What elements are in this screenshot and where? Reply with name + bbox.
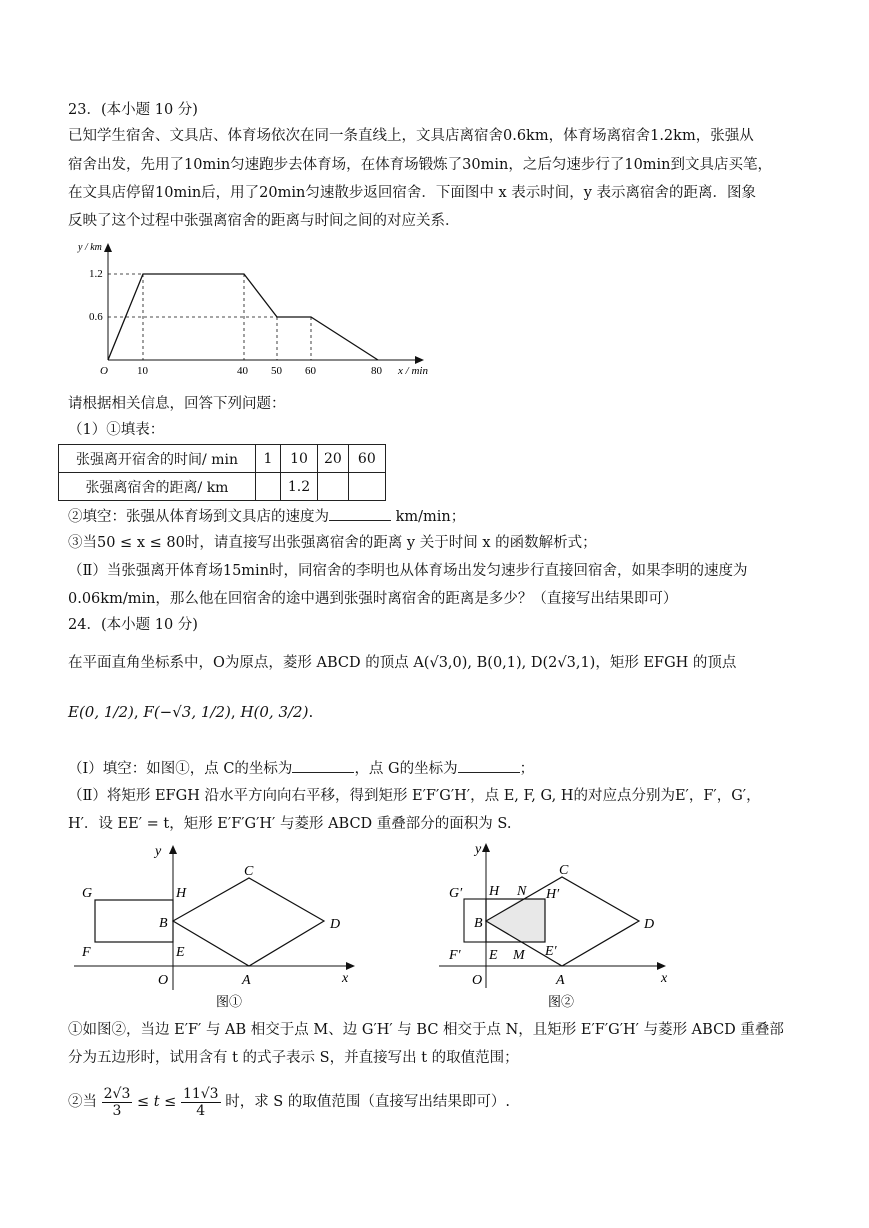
fig1-label-H: H bbox=[176, 886, 187, 901]
answer-blank[interactable] bbox=[458, 758, 520, 773]
fig1-label-y: y bbox=[155, 844, 162, 859]
fig2-label-E-prime: E′ bbox=[545, 944, 557, 959]
q23-title: 23．(本小题 10 分) bbox=[68, 102, 198, 118]
q23-question-3: ③当50 ≤ x ≤ 80时，请直接写出张强离宿舍的距离 y 关于时间 x 的函数解析式； bbox=[68, 535, 597, 551]
origin-label: O bbox=[100, 365, 108, 377]
q24-sub1-line-2: 分为五边形时，试用含有 t 的式子表示 S，并直接写出 t 的取值范围； bbox=[68, 1050, 519, 1066]
q24-part1-mid: ，点 G的坐标为 bbox=[354, 761, 458, 777]
q24-title: 24．(本小题 10 分) bbox=[68, 617, 198, 633]
q23-prompt: 请根据相关信息，回答下列问题： bbox=[68, 396, 286, 412]
fraction-denominator: 3 bbox=[112, 1102, 122, 1119]
q24-part1-text: （Ⅰ）填空：如图①，点 C的坐标为 bbox=[68, 761, 293, 777]
fig1-label-F: F bbox=[82, 945, 91, 960]
q23-text-line-2: 宿舍出发，先用了10min匀速跑步去体育场，在体育场锻炼了30min，之后匀速步行了10min到文具店买笔， bbox=[68, 157, 773, 173]
point-F-coord: F(−√3, 1/2) bbox=[143, 703, 231, 721]
table-row2-label: 张强离宿舍的距离/ km bbox=[59, 473, 256, 501]
table-cell-blank[interactable] bbox=[348, 473, 385, 501]
q23-text-line-1: 已知学生宿舍、文具店、体育场依次在同一条直线上，文具店离宿舍0.6km，体育场离宿舍1.2km，张强从 bbox=[68, 128, 754, 144]
q24-part1-end: ； bbox=[519, 761, 535, 777]
q23-text-line-3: 在文具店停留10min后，用了20min匀速散步返回宿舍．下面图中 x 表示时间，y 表示离宿舍的距离．图象 bbox=[68, 185, 757, 201]
fig1-caption: 图① bbox=[216, 994, 243, 1009]
figure-2 bbox=[435, 838, 675, 1010]
fig2-x-arrow bbox=[657, 962, 666, 970]
point-H-coord: H(0, 3/2) bbox=[240, 703, 309, 721]
y-tick-1-2: 1.2 bbox=[89, 268, 103, 280]
point-E-coord: E(0, 1/2) bbox=[68, 703, 134, 721]
fig2-label-H-prime: H′ bbox=[546, 887, 560, 902]
table-cell-blank[interactable] bbox=[256, 473, 281, 501]
q23-question-2 bbox=[68, 506, 465, 527]
q24-sub2-pre: ②当 bbox=[68, 1094, 97, 1110]
q24-part2-line-1: （Ⅱ）将矩形 EFGH 沿水平方向向右平移，得到矩形 E′F′G′H′，点 E, F, G, H的对应点分别为E′，F′，G′， bbox=[68, 788, 761, 804]
fig2-label-A: A bbox=[556, 973, 565, 988]
fraction-upper-bound bbox=[181, 1086, 221, 1119]
fig1-label-G: G bbox=[82, 886, 93, 901]
table-row bbox=[59, 473, 386, 501]
x-axis-arrow bbox=[415, 356, 424, 364]
x-axis-label: x / min bbox=[398, 365, 428, 377]
q23-part1-label: （1）①填表： bbox=[68, 422, 165, 438]
fig1-label-C: C bbox=[244, 864, 254, 879]
q24-sub2-inequality: ≤ t ≤ bbox=[136, 1094, 177, 1110]
table-cell: 20 bbox=[318, 445, 349, 473]
fig1-x-arrow bbox=[346, 962, 355, 970]
q24-text-line-1: 在平面直角坐标系中，O为原点，菱形 ABCD 的顶点 A(√3,0), B(0,1), D(2√3,1)，矩形 EFGH 的顶点 bbox=[68, 655, 737, 671]
fig2-label-y: y bbox=[475, 842, 482, 857]
answer-blank[interactable] bbox=[329, 506, 391, 521]
table-cell: 1 bbox=[256, 445, 281, 473]
table-cell-blank[interactable] bbox=[318, 473, 349, 501]
q24-text-line-2: E(0, 1/2), F(−√3, 1/2), H(0, 3/2). bbox=[68, 703, 314, 721]
fig1-label-O: O bbox=[158, 973, 169, 988]
table-cell: 60 bbox=[348, 445, 385, 473]
x-tick-50: 50 bbox=[271, 365, 282, 377]
q24-sub2-post: 时，求 S 的取值范围（直接写出结果即可）. bbox=[225, 1094, 510, 1110]
q24-part2-line-2: H′．设 EE′ = t，矩形 E′F′G′H′ 与菱形 ABCD 重叠部分的面积为 S. bbox=[68, 816, 512, 832]
fig2-label-H: H bbox=[489, 884, 500, 899]
fig2-label-G-prime: G′ bbox=[449, 886, 463, 901]
fig2-label-E: E bbox=[489, 948, 498, 963]
fig2-y-arrow bbox=[482, 843, 490, 852]
x-tick-40: 40 bbox=[237, 365, 248, 377]
fig2-label-D: D bbox=[644, 917, 655, 932]
table-row bbox=[59, 445, 386, 473]
answer-blank[interactable] bbox=[292, 758, 354, 773]
distance-time-graph bbox=[60, 238, 450, 380]
table-cell: 10 bbox=[281, 445, 318, 473]
y-tick-0-6: 0.6 bbox=[89, 311, 103, 323]
fraction-denominator: 4 bbox=[196, 1102, 206, 1119]
fig2-label-F-prime: F′ bbox=[449, 948, 461, 963]
fraction-numerator: 2√3 bbox=[103, 1085, 131, 1102]
q23-q2-text: ②填空：张强从体育场到文具店的速度为 bbox=[68, 509, 329, 525]
x-tick-80: 80 bbox=[371, 365, 382, 377]
fig1-label-E: E bbox=[176, 945, 185, 960]
fig2-label-O: O bbox=[472, 973, 483, 988]
q24-sub1-line-1: ①如图②，当边 E′F′ 与 AB 相交于点 M、边 G′H′ 与 BC 相交于点 N，且矩形 E′F′G′H′ 与菱形 ABCD 重叠部 bbox=[68, 1022, 784, 1038]
q23-part2-line-1: （Ⅱ）当张强离开体育场15min时，同宿舍的李明也从体育场出发匀速步行直接回宿舍，如果李明的速度为 bbox=[68, 563, 748, 579]
fig2-label-C: C bbox=[559, 863, 569, 878]
fig1-label-A: A bbox=[242, 973, 251, 988]
y-axis-arrow bbox=[104, 243, 112, 252]
x-tick-10: 10 bbox=[137, 365, 148, 377]
figure-1 bbox=[70, 842, 370, 1012]
fig1-label-D: D bbox=[330, 917, 341, 932]
q24-sub2 bbox=[68, 1083, 510, 1121]
fig2-overlap-region bbox=[486, 899, 545, 942]
y-axis-label: y / km bbox=[78, 242, 102, 253]
fig2-label-B: B bbox=[474, 916, 483, 931]
fig1-label-B: B bbox=[159, 916, 168, 931]
fig1-label-x: x bbox=[342, 971, 349, 986]
x-tick-60: 60 bbox=[305, 365, 316, 377]
q23-part2-line-2: 0.06km/min，那么他在回宿舍的途中遇到张强时离宿舍的距离是多少？（直接写出结果即可） bbox=[68, 591, 678, 607]
q23-q2-unit: km/min； bbox=[391, 509, 466, 525]
q24-part1 bbox=[68, 758, 534, 779]
fig1-rhombus-ABCD bbox=[173, 878, 324, 966]
fig1-y-arrow bbox=[169, 845, 177, 854]
q23-text-line-4: 反映了这个过程中张强离宿舍的距离与时间之间的对应关系． bbox=[68, 213, 460, 229]
q23-fill-table bbox=[58, 444, 386, 501]
fig2-label-x: x bbox=[661, 971, 668, 986]
fig2-caption: 图② bbox=[548, 994, 575, 1009]
table-cell: 1.2 bbox=[281, 473, 318, 501]
fraction-numerator: 11√3 bbox=[182, 1085, 219, 1102]
fig2-label-N: N bbox=[517, 884, 527, 899]
fraction-lower-bound bbox=[102, 1086, 133, 1119]
table-row1-label: 张强离开宿舍的时间/ min bbox=[59, 445, 256, 473]
fig2-label-M: M bbox=[513, 948, 525, 963]
